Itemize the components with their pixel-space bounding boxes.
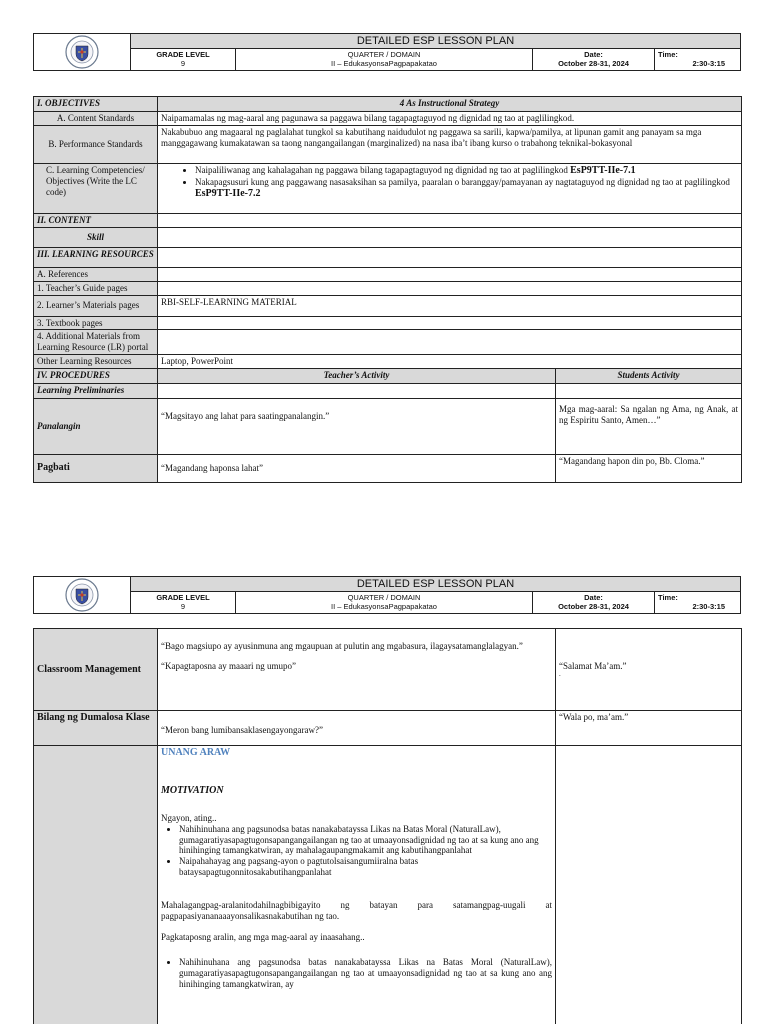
learners-materials-label: 2. Learner’s Materials pages — [34, 295, 158, 316]
skill-label: Skill — [34, 228, 158, 248]
learning-resources-value — [158, 248, 742, 268]
motivation-list — [179, 824, 552, 878]
motivation-paragraph: Mahalagangpag-aralanitodahilnagbibigayito ng batayan para satamangpag-uugali at pagpapasiyananaaayonsalikasnakabutihan ng tao. — [161, 899, 552, 921]
competency-item — [195, 177, 738, 200]
date-value: October 28-31, 2024 — [558, 59, 629, 69]
performance-standards-value: Nakabubuo ang magaaral ng paglalahat tungkol sa kabutihang naidudulot ng paggawa sa sarili, kapwa/pamilya, at lipunan gamit ang panayam sa mga manggagawang kumakatawan sa taong nangangailangan (marginalized) na nasa iba’t ibang kurso o trabahong teknikal-bokasyonal — [158, 126, 742, 164]
quarter-value: II – EdukasyonsaPagpapakatao — [331, 59, 437, 69]
content-heading: II. CONTENT — [34, 214, 158, 228]
grade-level-value: 9 — [180, 59, 186, 69]
skill-value — [158, 228, 742, 248]
expectation-list — [179, 957, 552, 989]
lesson-plan-title: DETAILED ESP LESSON PLAN — [131, 577, 741, 592]
time-cell — [655, 49, 741, 71]
pagbati-teacher: “Magandang haponsa lahat” — [158, 454, 556, 482]
day-heading: UNANG ARAW — [161, 747, 231, 758]
grade-level-value: 9 — [180, 602, 186, 612]
performance-standards-label: B. Performance Standards — [34, 126, 158, 164]
grade-level-label: GRADE LEVEL — [156, 593, 210, 603]
teachers-guide-value — [158, 281, 742, 295]
expectation-item: • Nahihinuhana ang pagsunodsa batas nanakabatayssa Likas na Batas Moral (NaturalLaw), gumagaratiyasapagtugonsapangangailangan ng tao at umaayonsadignidad ng tao at sa kung ano ang hinihinging tamangkatwiran, ay — [179, 957, 552, 989]
motivation-item: • Naipahahayag ang pagsang-ayon o pagtutolsaisangumiiralna batas bataysapagtugonnitosakabutihangpanlahat — [179, 856, 552, 878]
quarter-cell — [236, 49, 533, 71]
classroom-management-label: Classroom Management — [34, 629, 158, 711]
panalangin-label: Panalangin — [34, 398, 158, 454]
grade-level-cell — [131, 592, 236, 614]
quarter-cell — [236, 592, 533, 614]
classroom-instruction: “Bago magsiupo ay ayusinmuna ang mgaupuan at pulutin ang mgabasura, ilagaysatamanglalagyan.” — [161, 641, 523, 651]
grade-level-label: GRADE LEVEL — [156, 50, 210, 60]
date-value: October 28-31, 2024 — [558, 602, 629, 612]
page-header — [33, 576, 741, 614]
deped-seal-cell — [34, 34, 131, 71]
grade-level-cell — [131, 49, 236, 71]
students-activity-heading: Students Activity — [556, 368, 742, 383]
attendance-label: Bilang ng Dumalosa Klase — [34, 711, 158, 746]
time-cell — [655, 592, 741, 614]
classroom-instruction: “Kapagtaposna ay maaari ng umupo” — [161, 660, 296, 671]
deped-seal-icon — [62, 35, 102, 69]
competency-text: Naipaliliwanag ang kahalagahan ng paggawa bilang tagapagtaguyod ng dignidad ng tao at paglilingkod — [195, 165, 568, 175]
competency-code: EsP9TT-IIe-7.1 — [570, 165, 636, 176]
content-standards-value: Naipamamalas ng mag-aaral ang pagunawa sa paggawa bilang tagapagtaguyod ng dignidad ng tao at paglilingkod. — [158, 112, 742, 126]
competencies-value — [158, 164, 742, 214]
attendance-student: “Wala po, ma’am.” — [556, 711, 742, 746]
strategy-heading: 4 As Instructional Strategy — [158, 97, 742, 112]
additional-materials-label: 4. Additional Materials from Learning Resource (LR) portal — [34, 330, 158, 355]
objectives-table — [33, 96, 742, 483]
classroom-student-reply: “Salamat Ma’am.” — [559, 660, 627, 671]
pagbati-student: “Magandang hapon din po, Bb. Cloma.” — [556, 454, 742, 482]
date-label: Date: — [584, 593, 603, 603]
procedures-table — [33, 628, 742, 1024]
motivation-heading: MOTIVATION — [161, 785, 224, 796]
classroom-management-teacher — [158, 629, 556, 711]
classroom-management-student — [556, 629, 742, 711]
textbook-value — [158, 316, 742, 330]
time-label: Time: — [658, 50, 678, 60]
content-standards-label: A. Content Standards — [34, 112, 158, 126]
learners-materials-value: RBI-SELF-LEARNING MATERIAL — [158, 295, 742, 316]
date-cell — [533, 49, 655, 71]
other-resources-label: Other Learning Resources — [34, 354, 158, 368]
motivation-paragraph: Pagkataposng aralin, ang mga mag-aaral ay inaasahang.. — [161, 932, 365, 943]
competencies-label: C. Learning Competencies/ Objectives (Write the LC code) — [34, 164, 158, 214]
learning-resources-heading: III. LEARNING RESOURCES — [34, 248, 158, 268]
classroom-student-dot: . — [559, 670, 561, 679]
preliminaries-label: Learning Preliminaries — [34, 383, 158, 398]
deped-seal-cell — [34, 577, 131, 614]
preliminaries-student — [556, 383, 742, 398]
quarter-label: QUARTER / DOMAIN — [347, 50, 421, 60]
motivation-item: • Nahihinuhana ang pagsunodsa batas nanakabatayssa Likas na Batas Moral (NaturalLaw), gumagaratiyasapagtugonsapangangailangan ng tao at umaayonsadignidad ng tao at sa kung ano ang hinihinging tamangkatwiran, ay mahalagaupangmakamit ang kabutihangpanlahat — [179, 824, 552, 856]
competency-item — [195, 165, 738, 177]
competency-code: EsP9TT-IIe-7.2 — [195, 187, 261, 199]
panalangin-student: Mga mag-aaral: Sa ngalan ng Ama, ng Anak, at ng Espiritu Santo, Amen…” — [556, 398, 742, 454]
day-one-teacher — [158, 746, 556, 1024]
other-resources-value: Laptop, PowerPoint — [158, 354, 742, 368]
competency-text: Nakapagsusuri kung ang paggawang nasasaksihan sa pamilya, paaralan o baranggay/pamayanan ay nagtataguyod ng dignidad ng tao at paglilingkod — [195, 177, 730, 187]
teachers-activity-heading: Teacher’s Activity — [158, 368, 556, 383]
page-header — [33, 33, 741, 71]
lesson-plan-title: DETAILED ESP LESSON PLAN — [131, 34, 741, 49]
motivation-intro: Ngayon, ating.. — [161, 813, 217, 823]
textbook-label: 3. Textbook pages — [34, 316, 158, 330]
procedures-heading: IV. PROCEDURES — [34, 368, 158, 383]
deped-seal-icon — [62, 578, 102, 612]
day-one-label — [34, 746, 158, 1024]
time-label: Time: — [658, 593, 678, 603]
additional-materials-value — [158, 330, 742, 355]
quarter-label: QUARTER / DOMAIN — [347, 593, 421, 603]
preliminaries-teacher — [158, 383, 556, 398]
attendance-teacher: “Meron bang lumibansaklasengayongaraw?” — [158, 711, 556, 746]
pagbati-label: Pagbati — [34, 454, 158, 482]
time-value: 2:30-3:15 — [692, 602, 725, 612]
teachers-guide-label: 1. Teacher’s Guide pages — [34, 281, 158, 295]
references-value — [158, 268, 742, 282]
date-label: Date: — [584, 50, 603, 60]
time-value: 2:30-3:15 — [692, 59, 725, 69]
objectives-heading: I. OBJECTIVES — [34, 97, 158, 112]
quarter-value: II – EdukasyonsaPagpapakatao — [331, 602, 437, 612]
content-value — [158, 214, 742, 228]
day-one-student — [556, 746, 742, 1024]
date-cell — [533, 592, 655, 614]
lesson-plan-page-2 — [0, 560, 768, 1024]
panalangin-teacher: “Magsitayo ang lahat para saatingpanalangin.” — [158, 398, 556, 454]
references-label: A. References — [34, 268, 158, 282]
